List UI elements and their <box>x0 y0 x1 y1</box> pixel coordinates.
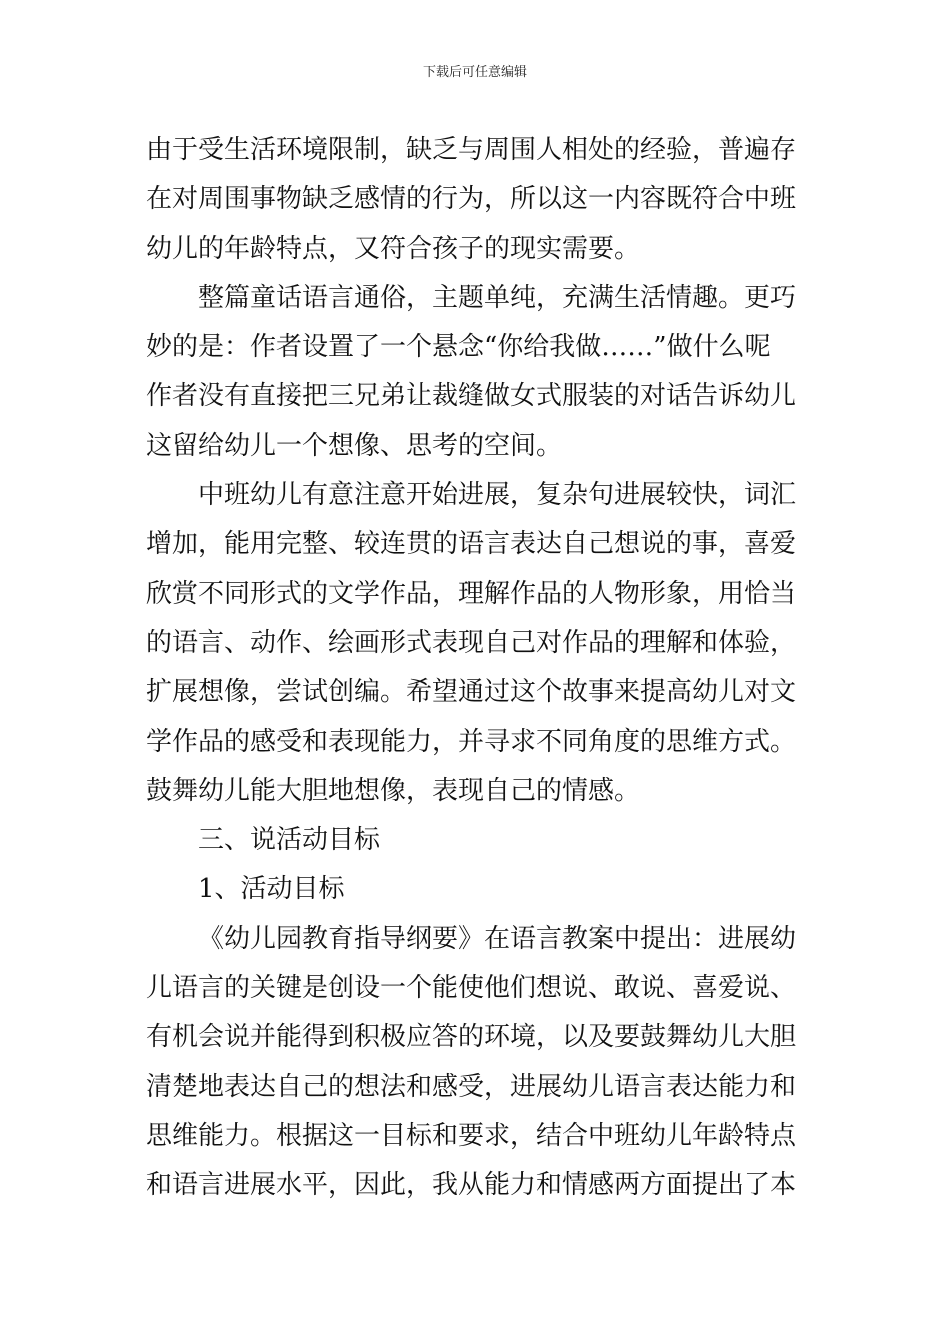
paragraph-start-line: 中班幼儿有意注意开始进展，复杂句进展较快，词汇 <box>198 480 797 511</box>
text-line: 增加，能用完整、较连贯的语言表达自己想说的事，喜爱 <box>146 529 797 560</box>
paragraph-start-line: 《幼儿园教育指导纲要》在语言教案中提出：进展幼 <box>198 923 797 954</box>
text-line: 清楚地表达自己的想法和感受，进展幼儿语言表达能力和 <box>146 1071 797 1102</box>
text-line: 作者没有直接把三兄弟让裁缝做女式服装的对话告诉幼儿 <box>146 381 797 412</box>
subsection-heading: 1、活动目标 <box>198 874 345 905</box>
section-heading: 三、说活动目标 <box>198 825 381 856</box>
text-line: 由于受生活环境限制，缺乏与周围人相处的经验，普遍存 <box>146 135 797 165</box>
page-header: 下载后可任意编辑 <box>422 65 527 80</box>
document-body <box>146 126 816 1211</box>
text-line: 幼儿的年龄特点，又符合孩子的现实需要。 <box>146 233 641 264</box>
text-line: 欣赏不同形式的文学作品，理解作品的人物形象，用恰当 <box>146 578 797 609</box>
text-line: 思维能力。根据这一目标和要求，结合中班幼儿年龄特点 <box>146 1120 797 1151</box>
text-line: 鼓舞幼儿能大胆地想像，表现自己的情感。 <box>146 775 641 806</box>
text-line: 妙的是：作者设置了一个悬念“你给我做……”做什么呢 <box>146 332 771 363</box>
text-line: 扩展想像，尝试创编。希望通过这个故事来提高幼儿对文 <box>146 677 797 708</box>
text-line: 学作品的感受和表现能力，并寻求不同角度的思维方式。 <box>146 726 797 757</box>
paragraph-start-line: 整篇童话语言通俗，主题单纯，充满生活情趣。更巧 <box>198 282 797 313</box>
text-line: 这留给幼儿一个想像、思考的空间。 <box>146 430 563 461</box>
text-line: 和语言进展水平，因此，我从能力和情感两方面提出了本 <box>146 1170 797 1201</box>
text-line: 儿语言的关键是创设一个能使他们想说、敢说、喜爱说、 <box>146 973 797 1004</box>
text-line: 在对周围事物缺乏感情的行为，所以这一内容既符合中班 <box>146 184 797 215</box>
text-line: 有机会说并能得到积极应答的环境，以及要鼓舞幼儿大胆 <box>146 1022 797 1053</box>
text-line: 的语言、动作、绘画形式表现自己对作品的理解和体验， <box>146 627 797 658</box>
